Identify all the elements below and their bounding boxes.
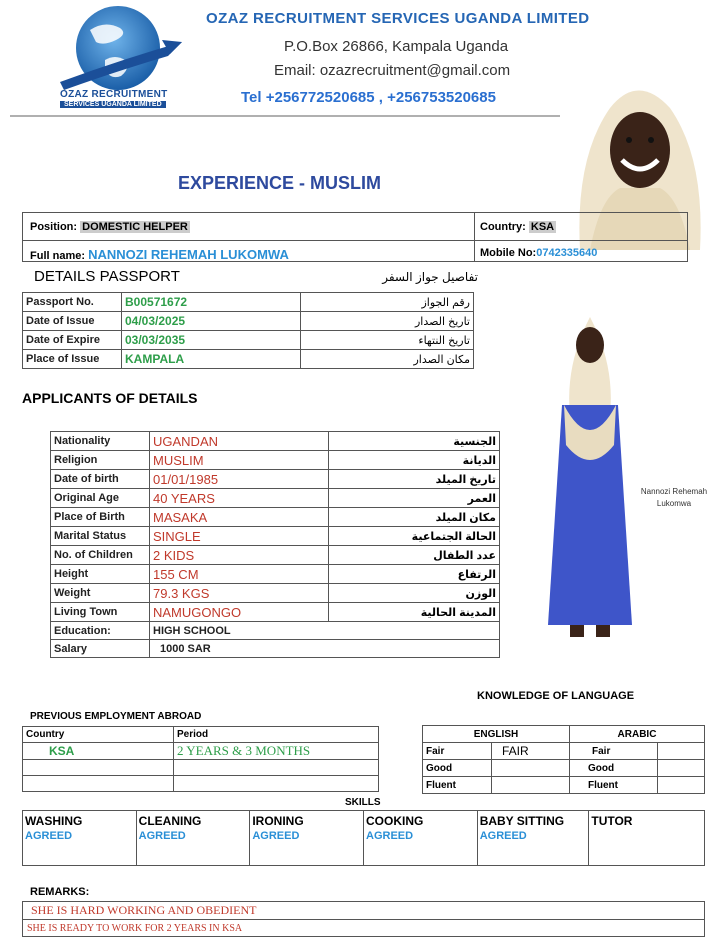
skill-name: IRONING <box>252 814 304 828</box>
company-address: P.O.Box 26866, Kampala Uganda <box>284 38 509 55</box>
applicant-row-arabic: مكان الميلد <box>329 508 500 527</box>
header-divider <box>10 115 562 117</box>
applicant-row-value: MASAKA <box>150 508 329 527</box>
applicant-row-label: Original Age <box>51 489 150 508</box>
applicant-row-arabic: الجنسية <box>329 432 500 451</box>
remark-line-2: SHE IS READY TO WORK FOR 2 YEARS IN KSA <box>27 923 243 934</box>
applicant-row <box>51 508 500 527</box>
remarks-box <box>22 901 705 937</box>
position-label: Position: <box>30 221 78 233</box>
page-title: EXPERIENCE - MUSLIM <box>178 173 382 193</box>
applicant-row-value: MUSLIM <box>150 451 329 470</box>
passport-row-label: Place of Issue <box>23 350 122 369</box>
applicant-row-label: Nationality <box>51 432 150 451</box>
passport-row-value: B00571672 <box>122 293 301 312</box>
passport-row <box>23 350 474 369</box>
employment-table <box>22 726 379 792</box>
skill-name: COOKING <box>366 814 424 828</box>
education-label: Education: <box>51 622 150 640</box>
salary-value: 1000 SAR <box>150 640 500 658</box>
applicant-row <box>51 432 500 451</box>
applicant-row-value: 2 KIDS <box>150 546 329 565</box>
applicant-row <box>51 603 500 622</box>
arabic-level-fluent: Fluent <box>570 777 658 794</box>
passport-row <box>23 331 474 350</box>
company-email: Email: ozazrecruitment@gmail.com <box>274 62 511 79</box>
applicant-row-label: Place of Birth <box>51 508 150 527</box>
arabic-level-fair: Fair <box>570 743 658 760</box>
company-name: OZAZ RECRUITMENT SERVICES UGANDA LIMITED <box>206 10 590 27</box>
passport-row <box>23 312 474 331</box>
passport-row-arabic: تاريخ الصدار <box>301 312 474 331</box>
employment-country: KSA <box>23 743 174 760</box>
skill-status: AGREED <box>366 830 414 842</box>
applicant-row <box>51 470 500 489</box>
fullname-value: NANNOZI REHEMAH LUKOMWA <box>88 247 289 262</box>
applicant-row-label: Living Town <box>51 603 150 622</box>
applicant-row <box>51 584 500 603</box>
applicant-row-value: 01/01/1985 <box>150 470 329 489</box>
applicant-row-value: SINGLE <box>150 527 329 546</box>
applicant-row-arabic: الديانة <box>329 451 500 470</box>
employment-heading: PREVIOUS EMPLOYMENT ABROAD <box>30 711 202 722</box>
applicant-row-label: Religion <box>51 451 150 470</box>
applicant-row-value: 79.3 KGS <box>150 584 329 603</box>
skills-grid <box>22 810 705 866</box>
applicant-row-label: Date of birth <box>51 470 150 489</box>
english-fair-value: FAIR <box>492 743 570 760</box>
skill-name: TUTOR <box>591 814 633 828</box>
applicant-row-arabic: الرتفاع <box>329 565 500 584</box>
applicant-row <box>51 565 500 584</box>
skill-cell <box>250 811 364 865</box>
applicant-row <box>51 546 500 565</box>
english-level-good: Good <box>423 760 492 777</box>
skill-status: AGREED <box>138 830 186 842</box>
passport-row-value: KAMPALA <box>122 350 301 369</box>
education-value: HIGH SCHOOL <box>150 622 500 640</box>
remark-line-1: SHE IS HARD WORKING AND OBEDIENT <box>23 902 704 920</box>
passport-row-label: Date of Issue <box>23 312 122 331</box>
applicant-row-value: UGANDAN <box>150 432 329 451</box>
logo-text-line1: OZAZ RECRUITMENT <box>60 89 168 100</box>
passport-row-arabic: تاريخ النتهاء <box>301 331 474 350</box>
photo-caption: Nannozi Rehemah Lukomwa <box>640 487 708 508</box>
applicant-row <box>51 527 500 546</box>
passport-row-value: 04/03/2025 <box>122 312 301 331</box>
passport-row-label: Date of Expire <box>23 331 122 350</box>
skill-name: WASHING <box>25 814 83 828</box>
applicant-row-label: Weight <box>51 584 150 603</box>
mobile-value: 0742335640 <box>536 247 598 259</box>
applicant-row-arabic: عدد الطفال <box>329 546 500 565</box>
applicant-row-arabic: الحالة الجتماعية <box>329 527 500 546</box>
position-value: DOMESTIC HELPER <box>82 221 188 233</box>
skill-cell <box>23 811 137 865</box>
english-heading: ENGLISH <box>423 726 570 743</box>
arabic-level-good: Good <box>570 760 658 777</box>
applicant-row-value: 40 YEARS <box>150 489 329 508</box>
arabic-heading: ARABIC <box>570 726 705 743</box>
passport-row-arabic: مكان الصدار <box>301 350 474 369</box>
language-heading: KNOWLEDGE OF LANGUAGE <box>477 690 635 702</box>
passport-row-label: Passport No. <box>23 293 122 312</box>
salary-label: Salary <box>51 640 150 658</box>
applicant-table <box>50 431 500 658</box>
skill-cell <box>589 811 704 865</box>
country-label: Country: <box>480 221 526 233</box>
skill-cell <box>137 811 251 865</box>
applicant-row-value: 155 CM <box>150 565 329 584</box>
applicant-row-label: Marital Status <box>51 527 150 546</box>
employment-col-period: Period <box>174 727 379 743</box>
english-level-fair: Fair <box>423 743 492 760</box>
applicant-row <box>51 489 500 508</box>
applicant-row <box>51 451 500 470</box>
applicant-row-arabic: العمر <box>329 489 500 508</box>
passport-row <box>23 293 474 312</box>
applicant-row-arabic: الوزن <box>329 584 500 603</box>
skill-name: CLEANING <box>138 814 202 828</box>
skill-name: BABY SITTING <box>479 814 565 828</box>
full-length-photo <box>540 305 640 645</box>
skill-cell <box>364 811 478 865</box>
country-value: KSA <box>530 221 555 233</box>
language-table <box>422 725 705 794</box>
employment-col-country: Country <box>23 727 174 743</box>
applicant-row-arabic: تاريخ الميلد <box>329 470 500 489</box>
applicant-row-label: Height <box>51 565 150 584</box>
passport-row-arabic: رقم الجواز <box>301 293 474 312</box>
applicant-row-value: NAMUGONGO <box>150 603 329 622</box>
skill-status: AGREED <box>252 830 300 842</box>
skills-heading: SKILLS <box>345 797 381 808</box>
skill-status: AGREED <box>479 830 527 842</box>
passport-heading: DETAILS PASSPORT <box>34 268 180 285</box>
passport-row-value: 03/03/2035 <box>122 331 301 350</box>
mobile-label: Mobile No: <box>480 247 537 259</box>
fullname-label: Full name: <box>30 250 86 262</box>
skill-status: AGREED <box>25 830 73 842</box>
passport-table <box>22 292 474 369</box>
applicant-row-label: No. of Children <box>51 546 150 565</box>
passport-heading-ar: تفاصيل جواز السفر <box>382 270 478 284</box>
applicant-heading: APPLICANTS OF DETAILS <box>22 390 198 406</box>
remarks-heading: REMARKS: <box>30 886 90 898</box>
company-phone: Tel +256772520685 , +256753520685 <box>241 89 496 106</box>
english-level-fluent: Fluent <box>423 777 492 794</box>
employment-period: 2 YEARS & 3 MONTHS <box>174 743 379 760</box>
logo-text-line2: SERVICES UGANDA LIMITED <box>60 101 166 108</box>
applicant-row-arabic: المدينة الحالية <box>329 603 500 622</box>
skill-cell <box>478 811 590 865</box>
